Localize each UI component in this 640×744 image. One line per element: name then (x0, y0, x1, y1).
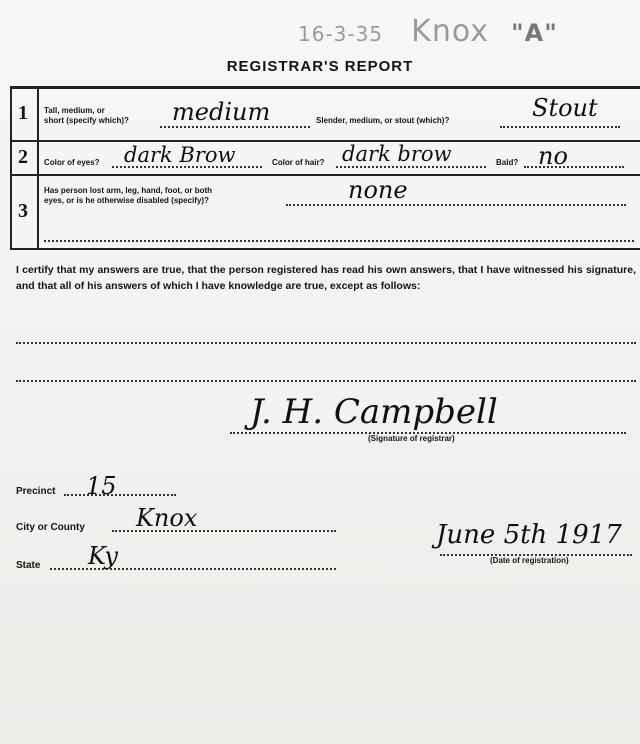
build-label: Slender, medium, or stout (which)? (316, 116, 450, 125)
stamp-class: "A" (511, 19, 558, 47)
disability-answer: none (348, 176, 408, 204)
date-caption: (Date of registration) (490, 556, 569, 565)
precinct-line (64, 494, 176, 496)
exceptions-line-2 (16, 380, 636, 382)
state-value: Ky (88, 542, 118, 570)
stamp-code: 16-3-35 (298, 22, 384, 46)
bald-label: Bald? (496, 158, 519, 167)
exceptions-line-1 (16, 342, 636, 344)
row-number: 3 (18, 200, 28, 222)
city-county-value: Knox (136, 504, 198, 532)
city-county-label: City or County (16, 522, 85, 533)
table-bottom-border (10, 248, 640, 250)
table-top-border (10, 86, 640, 89)
row-1-answer-line (160, 126, 310, 128)
height-answer: medium (172, 98, 271, 126)
stamp-county: Knox (411, 14, 490, 49)
archive-stamp (298, 14, 558, 49)
row-1-label: Tall, medium, or short (specify which)? (44, 106, 129, 125)
build-answer-line (500, 126, 620, 128)
signature-caption: (Signature of registrar) (368, 434, 455, 443)
eye-color-label: Color of eyes? (44, 158, 100, 167)
hair-color-line (336, 166, 486, 168)
registrar-signature: J. H. Campbell (250, 392, 498, 432)
certification-text: I certify that my answers are true, that the person registered has read his own answers, that I have witnessed his signature, and that all of his answers of which I have knowledge are true, except as follows: (16, 264, 636, 292)
build-answer: Stout (532, 94, 598, 122)
report-title: REGISTRAR'S REPORT (226, 58, 414, 75)
row-number: 2 (18, 146, 28, 168)
table-row-divider (10, 174, 640, 176)
table-left-border (10, 86, 12, 250)
hair-color-answer: dark brow (342, 142, 452, 166)
disability-extra-line (44, 240, 634, 242)
state-label: State (16, 560, 41, 571)
registration-date: June 5th 1917 (436, 520, 622, 550)
bald-answer: no (538, 142, 568, 170)
row-number: 1 (18, 102, 28, 124)
eye-color-answer: dark Brow (124, 143, 236, 167)
precinct-value: 15 (86, 472, 117, 500)
precinct-label: Precinct (16, 486, 56, 497)
disability-label: Has person lost arm, leg, hand, foot, or both eyes, or is he otherwise disabled (specify)? (44, 186, 213, 205)
hair-color-label: Color of hair? (272, 158, 325, 167)
disability-answer-line (286, 204, 626, 206)
table-number-divider (37, 86, 39, 250)
